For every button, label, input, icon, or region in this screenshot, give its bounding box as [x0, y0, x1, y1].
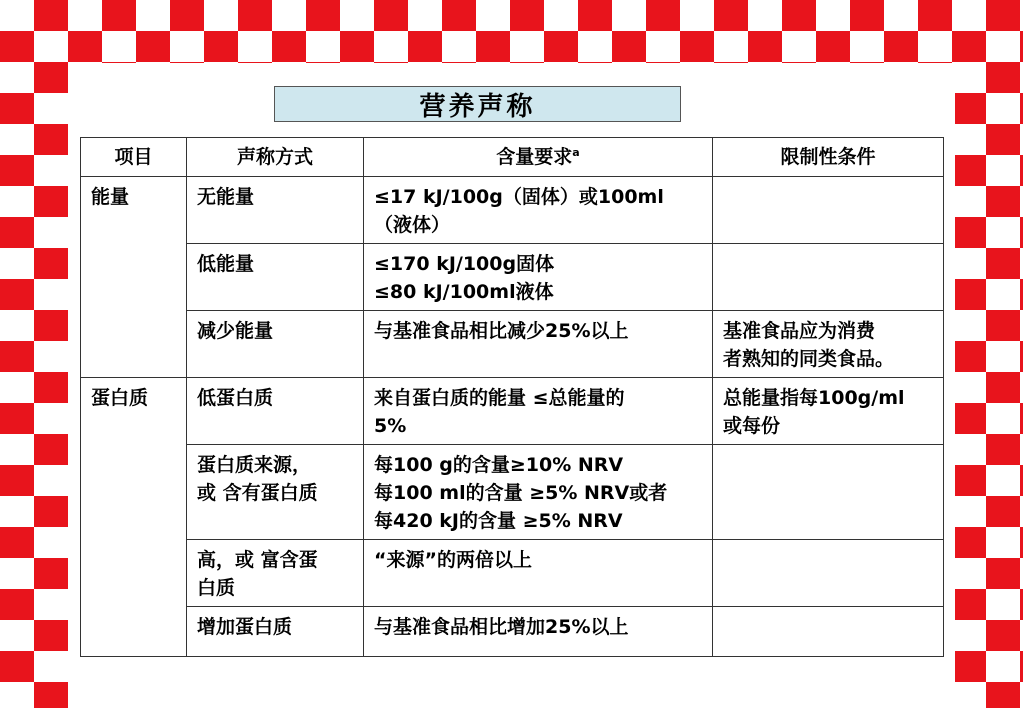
- method-line: 低能量: [197, 253, 255, 275]
- slide-title-text: 营养声称: [419, 91, 536, 122]
- header-conditions: 限制性条件: [713, 138, 944, 177]
- header-requirement-footnote: a: [572, 146, 580, 159]
- requirement-cell: [364, 607, 713, 657]
- table-row: [81, 311, 944, 378]
- requirement-line: 每100 ml的含量 ≥5% NRV或者: [374, 482, 668, 504]
- group-cell-protein: 蛋白质: [81, 378, 187, 657]
- slide-title: [274, 86, 681, 122]
- table-row: [81, 607, 944, 657]
- header-method: 声称方式: [187, 138, 364, 177]
- requirement-cell: [364, 311, 713, 378]
- conditions-cell: [713, 244, 944, 311]
- method-cell: [187, 244, 364, 311]
- method-cell: [187, 540, 364, 607]
- requirement-line: 与基准食品相比减少25%以上: [374, 320, 629, 342]
- conditions-cell: [713, 311, 944, 378]
- method-line: 蛋白质来源，: [197, 454, 312, 476]
- requirement-cell: [364, 244, 713, 311]
- conditions-cell: [713, 540, 944, 607]
- conditions-line: 总能量指每100g/ml: [723, 387, 905, 409]
- conditions-line: 或每份: [723, 415, 781, 437]
- requirement-line: 来自蛋白质的能量 ≤总能量的: [374, 387, 625, 409]
- conditions-cell: [713, 177, 944, 244]
- method-line: 或 含有蛋白质: [197, 482, 318, 504]
- method-cell: [187, 445, 364, 540]
- header-requirement: [364, 138, 713, 177]
- method-line: 高，或 富含蛋: [197, 549, 318, 571]
- conditions-cell: [713, 607, 944, 657]
- requirement-line: “来源”的两倍以上: [374, 549, 532, 571]
- requirement-line: 每100 g的含量≥10% NRV: [374, 454, 624, 476]
- table-row: [81, 378, 944, 445]
- requirement-cell: [364, 540, 713, 607]
- table-row: [81, 445, 944, 540]
- requirement-line: ≤80 kJ/100ml液体: [374, 281, 554, 303]
- conditions-line: 者熟知的同类食品。: [723, 348, 895, 370]
- requirement-cell: [364, 445, 713, 540]
- requirement-line: 与基准食品相比增加25%以上: [374, 616, 629, 638]
- method-cell: [187, 311, 364, 378]
- table-row: [81, 540, 944, 607]
- requirement-line: ≤170 kJ/100g固体: [374, 253, 555, 275]
- requirement-line: 每420 kJ的含量 ≥5% NRV: [374, 510, 623, 532]
- method-line: 减少能量: [197, 320, 274, 342]
- requirement-cell: [364, 378, 713, 445]
- group-cell-energy: 能量: [81, 177, 187, 378]
- method-cell: [187, 378, 364, 445]
- conditions-line: 基准食品应为消费: [723, 320, 876, 342]
- requirement-line: （液体）: [374, 214, 451, 236]
- table-row: [81, 177, 944, 244]
- nutrition-claims-table: [80, 137, 944, 657]
- method-cell: [187, 177, 364, 244]
- header-requirement-text: 含量要求: [496, 146, 573, 168]
- requirement-line: 5%: [374, 415, 407, 437]
- conditions-cell: [713, 445, 944, 540]
- method-line: 无能量: [197, 186, 255, 208]
- header-item: 项目: [81, 138, 187, 177]
- requirement-cell: [364, 177, 713, 244]
- method-cell: [187, 607, 364, 657]
- method-line: 低蛋白质: [197, 387, 274, 409]
- method-line: 白质: [197, 577, 236, 599]
- requirement-line: ≤17 kJ/100g（固体）或100ml: [374, 186, 664, 208]
- conditions-cell: [713, 378, 944, 445]
- table-header-row: [81, 138, 944, 177]
- method-line: 增加蛋白质: [197, 616, 293, 638]
- table-row: [81, 244, 944, 311]
